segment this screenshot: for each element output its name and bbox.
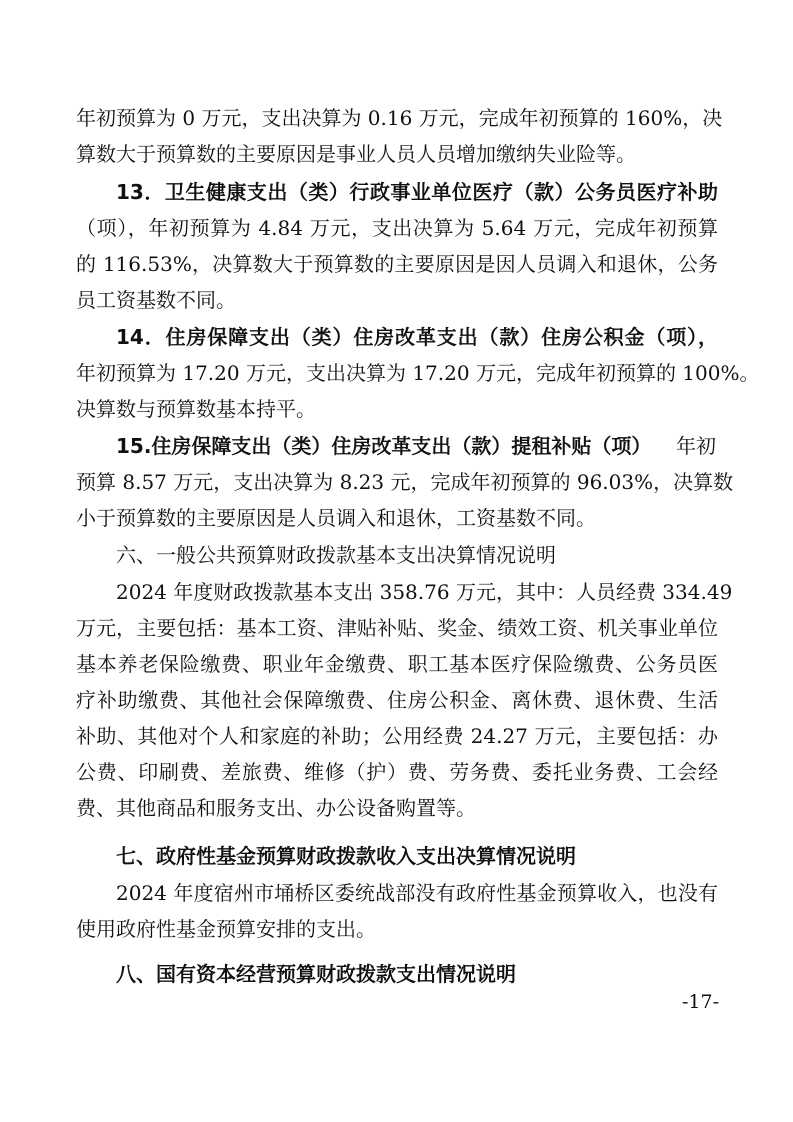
section-6-heading: 六、一般公共预算财政拨款基本支出决算情况说明	[116, 543, 556, 567]
paragraph-line: 公费、印刷费、差旅费、维修（护）费、劳务费、委托业务费、工会经	[76, 760, 718, 784]
paragraph-line: 预算 8.57 万元，支出决算为 8.23 元，完成年初预算的 96.03%，决算数	[76, 470, 734, 494]
paragraph-line: 2024 年度财政拨款基本支出 358.76 万元，其中：人员经费 334.49	[116, 580, 733, 604]
paragraph-line: 年初预算为 17.20 万元，支出决算为 17.20 万元，完成年初预算的 100%。	[76, 361, 760, 385]
paragraph-line: 2024 年度宿州市埇桥区委统战部没有政府性基金预算收入，也没有	[116, 881, 718, 905]
paragraph-line: 万元，主要包括：基本工资、津贴补贴、奖金、绩效工资、机关事业单位	[76, 616, 718, 640]
paragraph-line: （项），年初预算为 4.84 万元，支出决算为 5.64 万元，完成年初预算	[76, 216, 718, 240]
paragraph-line: 补助、其他对个人和家庭的补助；公用经费 24.27 万元，主要包括：办	[76, 724, 718, 748]
paragraph-line: 算数大于预算数的主要原因是事业人员人员增加缴纳失业险等。	[76, 142, 636, 166]
paragraph-line: 决算数与预算数基本持平。	[76, 397, 316, 421]
paragraph-line: 基本养老保险缴费、职业年金缴费、职工基本医疗保险缴费、公务员医	[76, 652, 718, 676]
item-15-heading: 15.住房保障支出（类）住房改革支出（款）提租补贴（项）	[116, 434, 652, 458]
paragraph-line: 使用政府性基金预算安排的支出。	[76, 917, 376, 941]
section-7-heading: 七、政府性基金预算财政拨款收入支出决算情况说明	[116, 844, 576, 868]
item-14-heading: 14．住房保障支出（类）住房改革支出（款）住房公积金（项），	[116, 325, 718, 349]
item-13-heading: 13．卫生健康支出（类）行政事业单位医疗（款）公务员医疗补助	[116, 180, 718, 204]
paragraph-line: 疗补助缴费、其他社会保障缴费、住房公积金、离休费、退休费、生活	[76, 688, 718, 712]
paragraph-line: 员工资基数不同。	[76, 288, 236, 312]
page-number: -17-	[681, 991, 719, 1013]
paragraph-line: 年初预算为 0 万元，支出决算为 0.16 万元，完成年初预算的 160%，决	[76, 106, 723, 130]
paragraph-line: 小于预算数的主要原因是人员调入和退休，工资基数不同。	[76, 506, 596, 530]
section-8-heading: 八、国有资本经营预算财政拨款支出情况说明	[116, 962, 516, 986]
paragraph-line: 年初	[676, 434, 716, 458]
paragraph-line: 的 116.53%，决算数大于预算数的主要原因是因人员调入和退休，公务	[76, 252, 718, 276]
paragraph-line: 费、其他商品和服务支出、办公设备购置等。	[76, 796, 476, 820]
